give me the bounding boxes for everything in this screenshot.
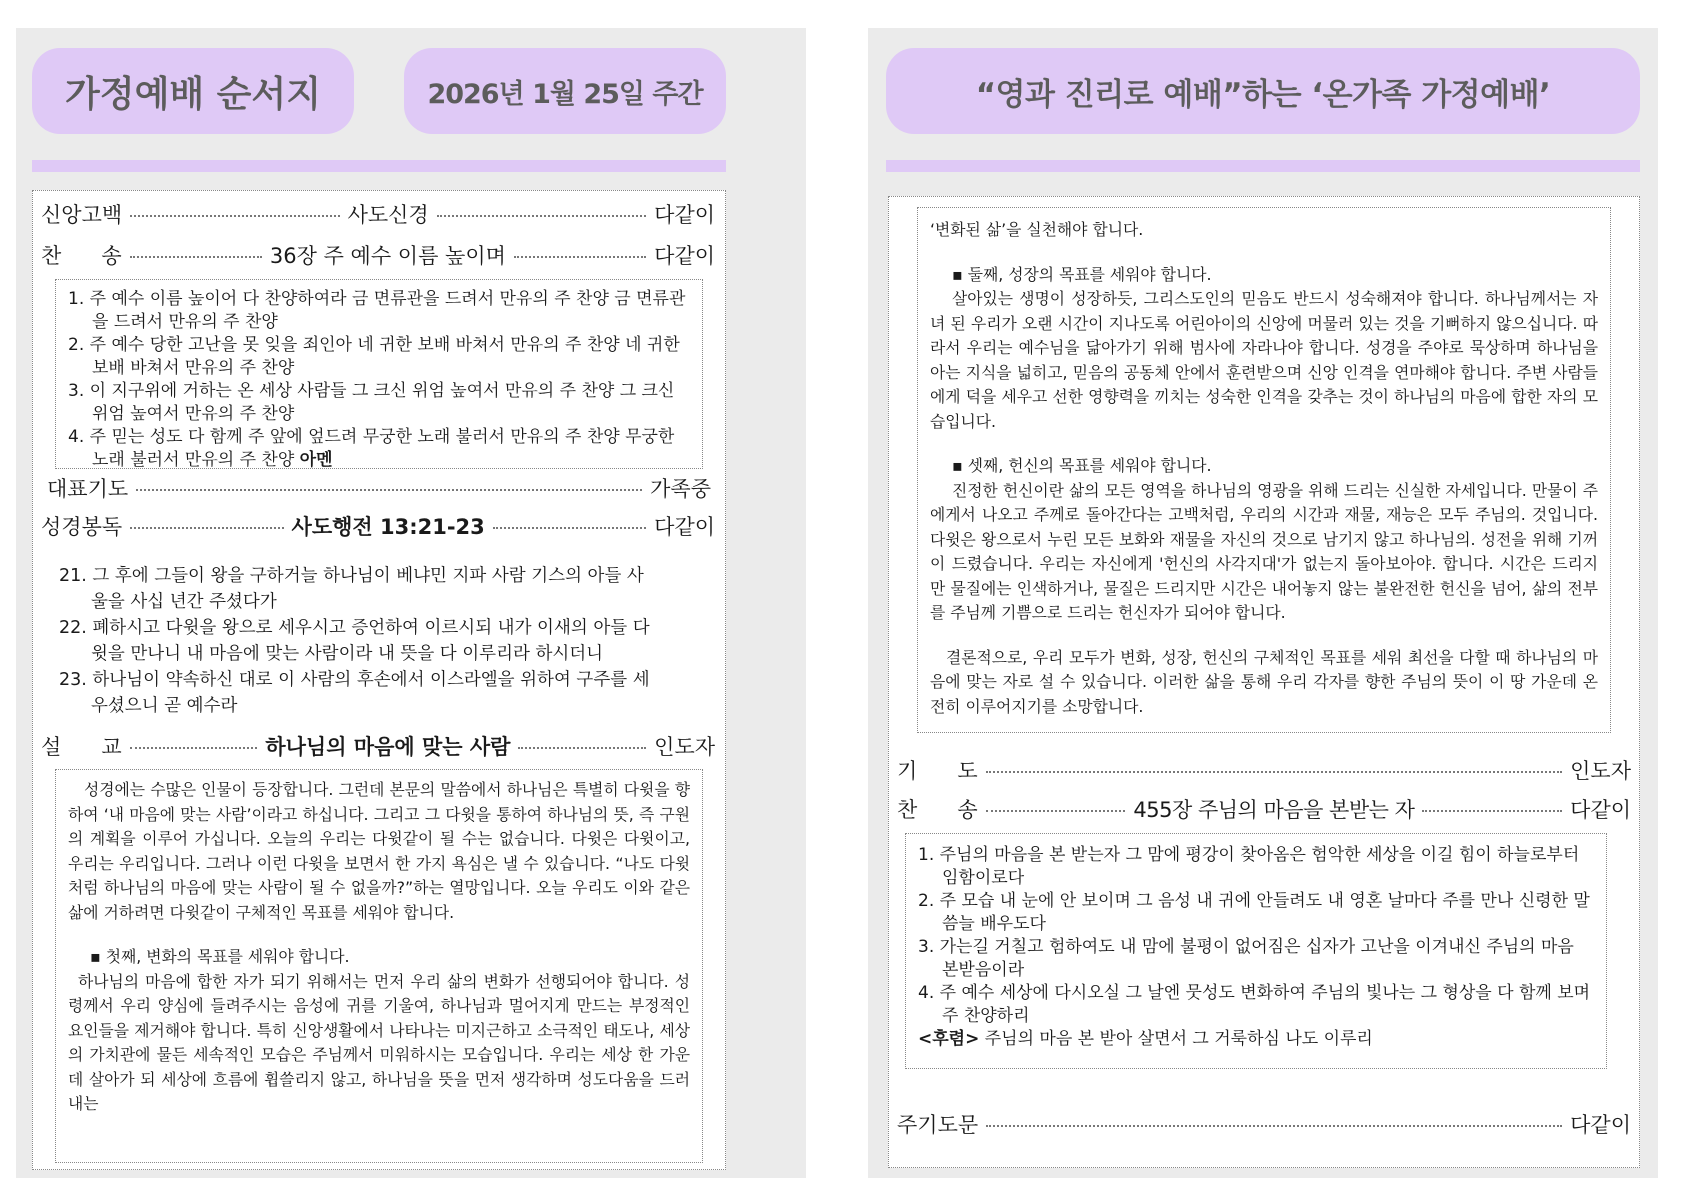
- hymn-row: [897, 794, 1631, 824]
- prayer-row: [47, 473, 711, 503]
- order-box: [888, 196, 1640, 1168]
- page-heading: “영과 진리로 예배”하는 ‘온가족 가정예배’: [886, 48, 1640, 134]
- order-box: [32, 190, 726, 1170]
- row-right: 다같이: [654, 244, 716, 268]
- dot-leader: [136, 489, 642, 491]
- dot-leader: [437, 215, 646, 217]
- title-underline: [32, 160, 726, 172]
- point-body: 진정한 헌신이란 삶의 모든 영역을 하나님의 영광을 위해 드리는 신실한 자세입니다. 만물이 주에게서 나오고 주께로 돌아간다는 고백처럼, 우리의 시간과 재물, 재능은 모두 주님의. 것입니다. 다윗은 왕으로서 누린 모든 보화와 재물을 자신의 것으로 남기지 않고 하나님의. 성전을 위해 기꺼이 드렸습니다. 우리는 자신에게 '헌신의 사각지대'가 없는지 돌아보아야. 합니다. 시간은 드리지만 물질에는 인색하거나, 물질은 드리지만 시간은 내어놓지 않는 불완전한 헌신을 넘어, 삶의 전부를 주님께 기쁨으로 드리는 헌신자가 되어야 합니다.: [930, 480, 1598, 622]
- hymn-verse: 3. 이 지구위에 거하는 온 세상 사람들 그 크신 위엄 높여서 만유의 주 찬양 그 크신 위엄 높여서 만유의 주 찬양: [68, 381, 675, 424]
- point-heading: ▪ 둘째, 성장의 목표를 세워야 합니다.: [952, 264, 1212, 284]
- hymn-verse: 1. 주님의 마음을 본 받는자 그 맘에 평강이 찾아옴은 험악한 세상을 이길 힘이 하늘로부터 임함이로다: [918, 845, 1580, 888]
- row-label: 성경봉독: [41, 515, 123, 539]
- reading-row: [41, 511, 715, 541]
- hymn-verse: [68, 426, 690, 472]
- point-body: 살아있는 생명이 성장하듯, 그리스도인의 믿음도 반드시 성숙해져야 합니다. 하나님께서는 자녀 된 우리가 오랜 시간이 지나도록 어린아이의 신앙에 머물러 있는 것을 기뻐하지 않으십니다. 따라서 우리는 예수님을 닮아가기 위해 범사에 자라나야 합니다. 성경을 주야로 묵상하며 하나님을 아는 지식을 넓히고, 믿음의 공동체 안에서 훈련받으며 신앙 인격을 연마해야 합니다. 주변 사람들에게 덕을 세우고 선한 영향력을 끼치는 성숙한 인격을 갖추는 것이 하나님의 마음에 합한 자의 모습입니다.: [930, 289, 1598, 431]
- dot-leader: [130, 747, 258, 749]
- dot-leader: [130, 215, 339, 217]
- row-label: 신앙고백: [41, 203, 123, 227]
- dot-leader: [1422, 810, 1562, 812]
- row-right: 가족중: [650, 477, 711, 501]
- row-right: 다같이: [1570, 798, 1632, 822]
- row-right: 다같이: [654, 515, 716, 539]
- sermon-intro: 성경에는 수많은 인물이 등장합니다. 그런데 본문의 말씀에서 하나님은 특별히 다윗을 향하여 ‘내 마음에 맞는 사람’이라고 하십니다. 그리고 그 다윗을 통하여 하나님의 뜻, 즉 구원의 계획을 이루어 가십니다. 오늘의 우리는 다윗같이 될 수는 없습니다. 다윗은 다윗이고, 우리는 우리입니다. 그러나 이런 다윗을 보면서 한 가지 욕심은 낼 수 있습니다. “나도 다윗처럼 하나님의 마음에 맞는 사람이 될 수 없을까?”하는 열망입니다. 오늘 우리도 이와 같은 삶에 거하려면 다윗같이 구체적인 목표를 세워야 합니다.: [68, 780, 690, 922]
- sermon-continued-line: ‘변화된 삶’을 실천해야 합니다.: [930, 220, 1144, 239]
- row-center: 사도신경: [347, 203, 429, 227]
- point-body: 하나님의 마음에 합한 자가 되기 위해서는 먼저 우리 삶의 변화가 선행되어야 합니다. 성령께서 우리 양심에 들려주시는 음성에 귀를 기울여, 하나님과 멀어지게 만드는 부정적인 요인들을 제거해야 합니다. 특히 신앙생활에서 나타나는 미지근하고 소극적인 태도나, 세상의 가치관에 물든 세속적인 모습은 주님께서 미워하시는 모습입니다. 우리는 세상 한 가운데 살아가 되 세상에 흐름에 휩쓸리지 않고, 하나님을 뜻을 먼저 생각하며 성도다움을 드러내는: [68, 971, 690, 1113]
- refrain-text: 주님의 마음 본 받아 살면서 그 거룩하심 나도 이루리: [984, 1029, 1373, 1049]
- row-label: 찬 송: [897, 798, 978, 822]
- sermon-box: [55, 769, 703, 1163]
- hymn-verse: 2. 주 모습 내 눈에 안 보이며 그 음성 내 귀에 안들려도 내 영혼 날마다 주를 만나 신령한 말씀늘 배우도다: [918, 891, 1590, 934]
- right-page: [868, 28, 1658, 1178]
- scripture-verse: 22. 폐하시고 다윗을 왕으로 세우시고 증언하여 이르시되 내가 이새의 아들 다윗을 만나니 내 마음에 맞는 사람이라 내 뜻을 다 이루리라 하시더니: [59, 618, 650, 664]
- hymn-row: [41, 240, 715, 270]
- row-center: 하나님의 마음에 맞는 사람: [265, 735, 511, 759]
- dot-leader: [986, 1125, 1562, 1127]
- hymn-lyrics-box: [55, 279, 703, 469]
- row-right: 인도자: [1570, 759, 1631, 783]
- prayer-row: [897, 755, 1631, 785]
- row-right: 인도자: [654, 735, 716, 759]
- lords-prayer-row: [897, 1109, 1631, 1139]
- dot-leader: [514, 256, 646, 258]
- row-label: 대표기도: [47, 477, 129, 501]
- hymn-verse: 4. 주 예수 세상에 다시오실 그 날엔 뭇성도 변화하여 주님의 빛나는 그 형상을 다 함께 보며 주 찬양하리: [918, 983, 1591, 1026]
- sermon-row: [41, 731, 715, 761]
- date-badge: 2026년 1월 25일 주간: [404, 48, 726, 134]
- refrain-label: <후렴>: [918, 1029, 980, 1049]
- row-right: 다같이: [654, 203, 716, 227]
- hymn-verse: 3. 가는길 거칠고 험하여도 내 맘에 불평이 없어짐은 십자가 고난을 이겨내신 주님의 마음 본받음이라: [918, 937, 1574, 980]
- scripture-verse: 21. 그 후에 그들이 왕을 구하거늘 하나님이 베냐민 지파 사람 기스의 아들 사울을 사십 년간 주셨다가: [59, 566, 644, 612]
- page-title: 가정예배 순서지: [32, 48, 354, 134]
- scripture-text: [59, 563, 659, 719]
- creed-row: [41, 199, 715, 229]
- row-label: 찬 송: [41, 244, 122, 268]
- hymn-verse: 2. 주 예수 당한 고난을 못 잊을 죄인아 네 귀한 보배 바쳐서 만유의 주 찬양 네 귀한 보배 바쳐서 만유의 주 찬양: [68, 335, 680, 378]
- scripture-verse: 23. 하나님이 약속하신 대로 이 사람의 후손에서 이스라엘을 위하여 구주를 세우셨으니 곧 예수라: [59, 670, 650, 716]
- row-label: 주기도문: [897, 1113, 979, 1137]
- dot-leader: [130, 527, 283, 529]
- sermon-conclusion: 결론적으로, 우리 모두가 변화, 성장, 헌신의 구체적인 목표를 세워 최선을 다할 때 하나님의 마음에 맞는 자로 설 수 있습니다. 이러한 삶을 통해 우리 각자를 향한 주님의 뜻이 이 땅 가운데 온전히 이루어지기를 소망합니다.: [930, 647, 1598, 716]
- row-label: 설 교: [41, 735, 122, 759]
- dot-leader: [130, 256, 262, 258]
- hymn-verse: 1. 주 예수 이름 높이어 다 찬양하여라 금 면류관을 드려서 만유의 주 찬양 금 면류관을 드려서 만유의 주 찬양: [68, 289, 686, 332]
- point-heading: ▪ 셋째, 헌신의 목표를 세워야 합니다.: [952, 456, 1212, 475]
- dot-leader: [986, 771, 1563, 773]
- hymn-refrain: [918, 1028, 1594, 1051]
- row-center: 455장 주님의 마음을 본받는 자: [1133, 798, 1415, 822]
- dot-leader: [493, 527, 646, 529]
- verse-text: 4. 주 믿는 성도 다 함께 주 앞에 엎드려 무궁한 노래 불러서 만유의 주 찬양 무궁한 노래 불러서 만유의 주 찬양: [68, 427, 675, 470]
- dot-leader: [518, 747, 646, 749]
- row-center: 36장 주 예수 이름 높이며: [269, 244, 506, 268]
- amen: 아멘: [299, 450, 333, 470]
- row-label: 기 도: [897, 759, 978, 783]
- hymn-lyrics-box: [905, 833, 1607, 1069]
- dot-leader: [986, 810, 1126, 812]
- sermon-continued-box: [917, 207, 1611, 733]
- row-right: 다같이: [1570, 1113, 1631, 1137]
- point-heading: ▪ 첫째, 변화의 목표를 세워야 합니다.: [90, 947, 350, 966]
- left-page: [16, 28, 806, 1178]
- row-center: 사도행전 13:21-23: [291, 515, 485, 539]
- title-underline: [886, 160, 1640, 172]
